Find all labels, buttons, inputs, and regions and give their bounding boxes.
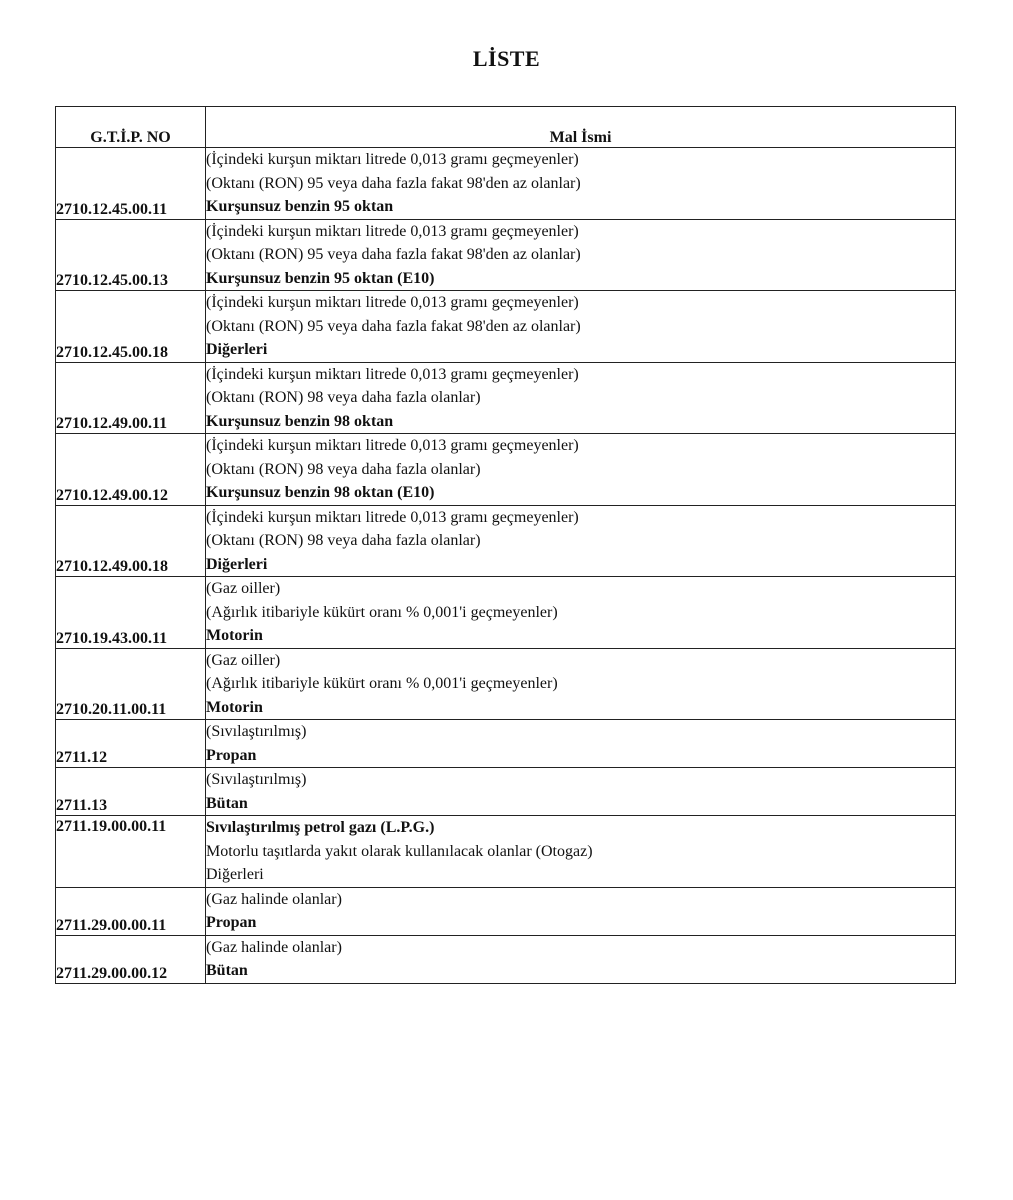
product-name-cell bbox=[206, 505, 956, 577]
product-name-cell bbox=[206, 434, 956, 506]
product-description-line: (Sıvılaştırılmış) bbox=[206, 771, 307, 788]
product-name-line: Bütan bbox=[206, 794, 248, 812]
product-description-line: (Ağırlık itibariyle kükürt oranı % 0,001'i geçmeyenler) bbox=[206, 603, 558, 621]
product-name-line: Kurşunsuz benzin 95 oktan (E10) bbox=[206, 269, 435, 287]
gtip-code-cell: 2710.20.11.00.11 bbox=[56, 648, 206, 720]
product-name-line: Kurşunsuz benzin 98 oktan (E10) bbox=[206, 484, 435, 501]
product-description-line: (Oktanı (RON) 98 veya daha fazla olanlar) bbox=[206, 460, 481, 478]
product-name-line: Motorin bbox=[206, 698, 263, 716]
product-description-line: (İçindeki kurşun miktarı litrede 0,013 gramı geçmeyenler) bbox=[206, 437, 579, 454]
table-row bbox=[56, 577, 956, 649]
product-list-table bbox=[55, 106, 956, 984]
product-name-cell bbox=[206, 935, 956, 983]
product-name-cell bbox=[206, 768, 956, 816]
product-name-line: Motorin bbox=[206, 627, 263, 644]
table-row bbox=[56, 505, 956, 577]
table-row bbox=[56, 362, 956, 434]
product-description-line: (Oktanı (RON) 95 veya daha fazla fakat 98'den az olanlar) bbox=[206, 174, 581, 192]
column-header-code: G.T.İ.P. NO bbox=[56, 107, 206, 148]
product-name-line: Propan bbox=[206, 746, 257, 764]
product-description-line: (İçindeki kurşun miktarı litrede 0,013 gramı geçmeyenler) bbox=[206, 151, 579, 168]
product-name-line: Sıvılaştırılmış petrol gazı (L.P.G.) bbox=[206, 819, 435, 836]
table-body bbox=[56, 148, 956, 984]
gtip-code-cell: 2710.12.49.00.11 bbox=[56, 362, 206, 434]
product-description-line: (Oktanı (RON) 98 veya daha fazla olanlar) bbox=[206, 532, 481, 549]
gtip-code-cell: 2711.29.00.00.12 bbox=[56, 935, 206, 983]
table-row bbox=[56, 816, 956, 888]
table-row bbox=[56, 768, 956, 816]
gtip-code-cell: 2711.12 bbox=[56, 720, 206, 768]
product-description-line: (İçindeki kurşun miktarı litrede 0,013 gramı geçmeyenler) bbox=[206, 508, 579, 526]
product-name-cell bbox=[206, 816, 956, 888]
product-name-line: Diğerleri bbox=[206, 341, 268, 358]
product-name-cell bbox=[206, 577, 956, 649]
product-description-line: (Gaz halinde olanlar) bbox=[206, 890, 342, 908]
product-description-line: Motorlu taşıtlarda yakıt olarak kullanılacak olanlar (Otogaz) bbox=[206, 842, 593, 860]
product-name-cell bbox=[206, 148, 956, 220]
gtip-code-cell: 2710.12.49.00.18 bbox=[56, 505, 206, 577]
product-name-cell bbox=[206, 648, 956, 720]
gtip-code-cell: 2711.19.00.00.11 bbox=[56, 816, 206, 888]
product-description-line: (İçindeki kurşun miktarı litrede 0,013 gramı geçmeyenler) bbox=[206, 294, 579, 311]
gtip-code-cell: 2710.12.45.00.18 bbox=[56, 291, 206, 363]
gtip-code-cell: 2711.13 bbox=[56, 768, 206, 816]
gtip-code-cell: 2710.12.45.00.11 bbox=[56, 148, 206, 220]
product-name-line: Bütan bbox=[206, 962, 248, 979]
table-row bbox=[56, 935, 956, 983]
product-name-line: Propan bbox=[206, 914, 257, 931]
table-row bbox=[56, 434, 956, 506]
product-description-line: (Ağırlık itibariyle kükürt oranı % 0,001'i geçmeyenler) bbox=[206, 675, 558, 692]
product-description-line: (Gaz halinde olanlar) bbox=[206, 938, 342, 956]
product-name-line: Kurşunsuz benzin 95 oktan bbox=[206, 198, 394, 215]
gtip-code-cell: 2710.12.45.00.13 bbox=[56, 219, 206, 291]
product-description-line: (Oktanı (RON) 98 veya daha fazla olanlar) bbox=[206, 389, 481, 406]
product-name-line: Diğerleri bbox=[206, 555, 268, 573]
gtip-code-cell: 2710.12.49.00.12 bbox=[56, 434, 206, 506]
product-description-line: (Sıvılaştırılmış) bbox=[206, 723, 307, 740]
page-title: LİSTE bbox=[472, 46, 541, 71]
table-row bbox=[56, 291, 956, 363]
product-description-line: (Oktanı (RON) 95 veya daha fazla fakat 98'den az olanlar) bbox=[206, 246, 581, 263]
table-row bbox=[56, 219, 956, 291]
table-header-row bbox=[56, 107, 956, 148]
product-description-line: Diğerleri bbox=[206, 866, 264, 883]
gtip-code-cell: 2711.29.00.00.11 bbox=[56, 887, 206, 935]
product-description-line: (Oktanı (RON) 95 veya daha fazla fakat 98'den az olanlar) bbox=[206, 317, 581, 335]
product-name-cell bbox=[206, 720, 956, 768]
product-description-line: (Gaz oiller) bbox=[206, 651, 281, 669]
gtip-code-cell: 2710.19.43.00.11 bbox=[56, 577, 206, 649]
column-header-name: Mal İsmi bbox=[206, 107, 956, 148]
product-description-line: (İçindeki kurşun miktarı litrede 0,013 gramı geçmeyenler) bbox=[206, 222, 579, 240]
product-name-line: Kurşunsuz benzin 98 oktan bbox=[206, 412, 394, 430]
table-row bbox=[56, 148, 956, 220]
product-description-line: (Gaz oiller) bbox=[206, 580, 281, 597]
product-name-cell bbox=[206, 219, 956, 291]
product-name-cell bbox=[206, 291, 956, 363]
table-row bbox=[56, 720, 956, 768]
product-name-cell bbox=[206, 887, 956, 935]
product-name-cell bbox=[206, 362, 956, 434]
table-row bbox=[56, 887, 956, 935]
product-description-line: (İçindeki kurşun miktarı litrede 0,013 gramı geçmeyenler) bbox=[206, 365, 579, 383]
table-row bbox=[56, 648, 956, 720]
